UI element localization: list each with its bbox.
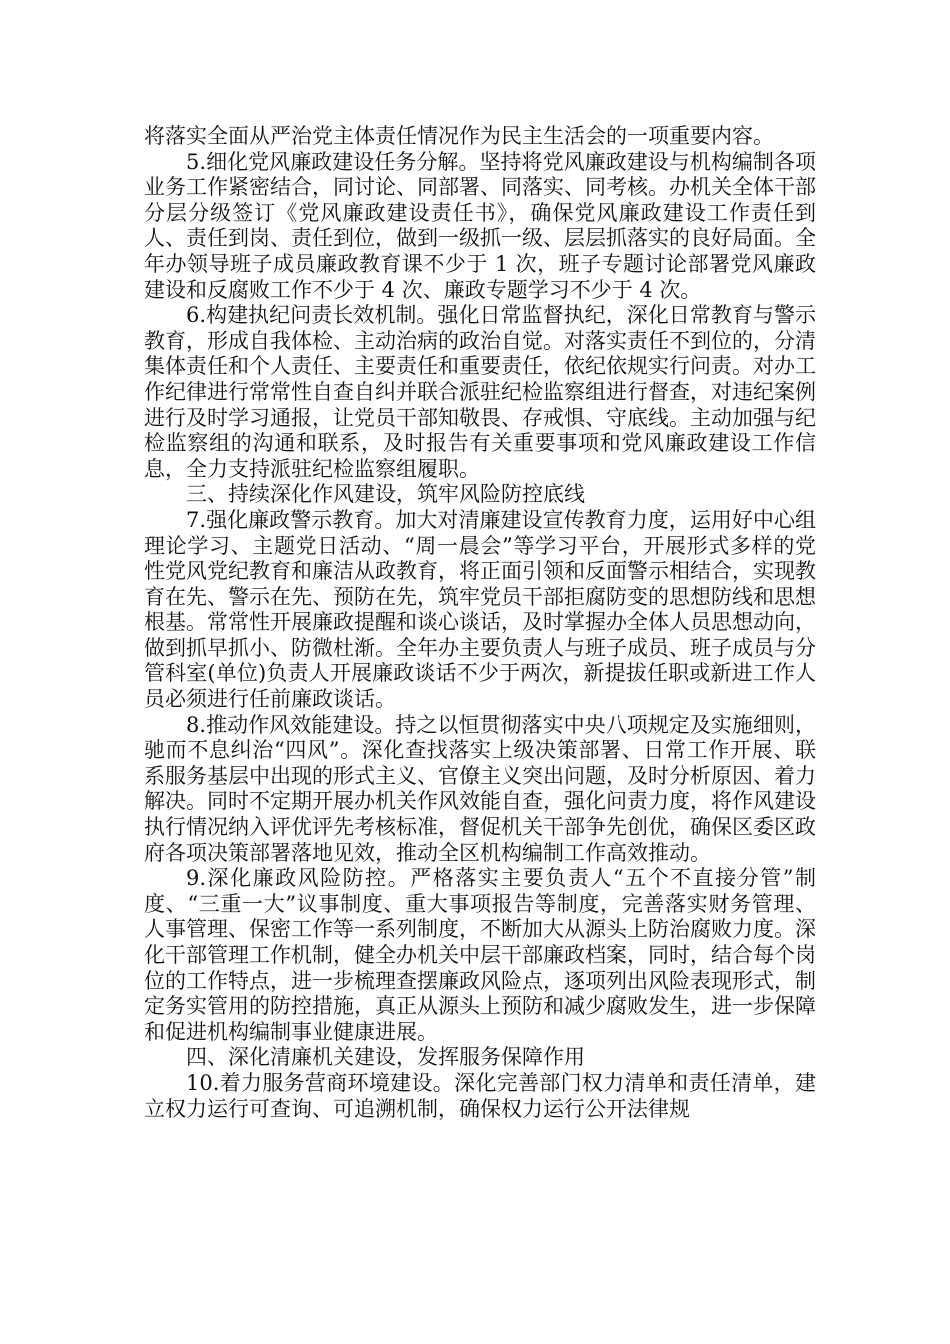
paragraph-continued: 将落实全面从严治党主体责任情况作为民主生活会的一项重要内容。 [144, 124, 774, 148]
paragraph-item-7: 7.强化廉政警示教育。加大对清廉建设宣传教育力度，运用好中心组理论学习、主题党日活动、“周一晨会”等学习平台，开展形式多样的党性党风党纪教育和廉洁从政教育，将正面引领和反面警示相结合，实现教育在先、警示在先、预防在先，筑牢党员干部拒腐防变的思想防线和思想根基。常常性开展廉政提醒和谈心谈话，及时掌握办全体人员思想动向，做到抓早抓小、防微杜渐。全年办主要负责人与班子成员、班子成员与分管科室(单位)负责人开展廉政谈话不少于两次，新提拔任职或新进工作人员必须进行任前廉政谈话。 [144, 507, 816, 712]
paragraph-item-6: 6.构建执纪问责长效机制。强化日常监督执纪，深化日常教育与警示教育，形成自我体检、主动治病的政治自觉。对落实责任不到位的，分清集体责任和个人责任、主要责任和重要责任，依纪依规实行问责。对办工作纪律进行常常性自查自纠并联合派驻纪检监察组进行督查，对违纪案例进行及时学习通报，让党员干部知敬畏、存戒惧、守底线。主动加强与纪检监察组的沟通和联系，及时报告有关重要事项和党风廉政建设工作信息，全力支持派驻纪检监察组履职。 [144, 303, 816, 481]
paragraph-item-10: 10.着力服务营商环境建设。深化完善部门权力清单和责任清单，建立权力运行可查询、可追溯机制，确保权力运行公开法律规 [144, 1070, 816, 1121]
section-heading-3: 三、持续深化作风建设，筑牢风险防控底线 [186, 482, 585, 507]
section-heading-4: 四、深化清廉机关建设，发挥服务保障作用 [186, 1045, 585, 1070]
document-body [144, 124, 816, 1122]
paragraph-item-9: 9.深化廉政风险防控。严格落实主要负责人“五个不直接分管”制度、“三重一大”议事制度、重大事项报告等制度，完善落实财务管理、人事管理、保密工作等一系列制度，不断加大从源头上防治腐败力度。深化干部管理工作机制，健全办机关中层干部廉政档案，同时，结合每个岗位的工作特点，进一步梳理查摆廉政风险点，逐项列出风险表现形式，制定务实管用的防控措施，真正从源头上预防和减少腐败发生，进一步保障和促进机构编制事业健康进展。 [144, 866, 816, 1044]
paragraph-item-5: 5.细化党风廉政建设任务分解。坚持将党风廉政建设与机构编制各项业务工作紧密结合，同讨论、同部署、同落实、同考核。办机关全体干部分层分级签订《党风廉政建设责任书》，确保党风廉政建设工作责任到人、责任到岗、责任到位，做到一级抓一级、层层抓落实的良好局面。全年办领导班子成员廉政教育课不少于 1 次，班子专题讨论部署党风廉政建设和反腐败工作不少于 4 次、廉政专题学习不少于 4 次。 [144, 149, 816, 302]
paragraph-item-8: 8.推动作风效能建设。持之以恒贯彻落实中央八项规定及实施细则，驰而不息纠治“四风”。深化查找落实上级决策部署、日常工作开展、联系服务基层中出现的形式主义、官僚主义突出问题，及时分析原因、着力解决。同时不定期开展办机关作风效能自查，强化问责力度，将作风建设执行情况纳入评优评先考核标准，督促机关干部争先创优，确保区委区政府各项决策部署落地见效，推动全区机构编制工作高效推动。 [144, 712, 816, 865]
